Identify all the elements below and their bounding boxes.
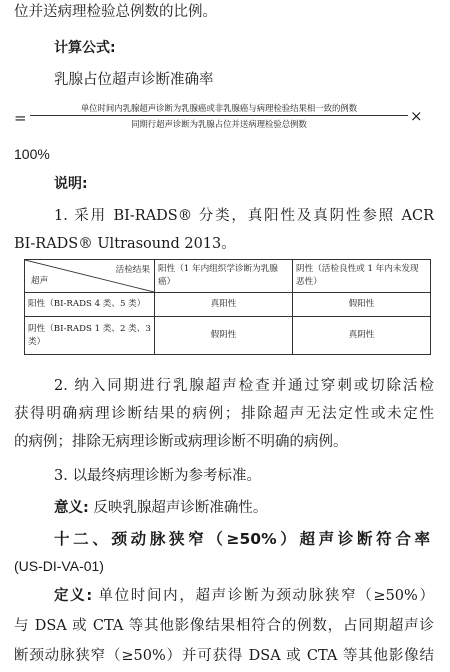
formula-heading: 计算公式: — [54, 40, 116, 56]
row-label: 阴性（BI-RADS 1 类、2 类、3 类） — [25, 317, 155, 355]
fraction-denominator: 同期行超声诊断为乳腺占位并送病理检验总例数 — [131, 119, 307, 129]
section-title: 十二、颈动脉狭窄（≥50%）超声诊断符合率 — [54, 530, 430, 548]
times-sign: × — [410, 107, 423, 125]
note-2-line-3: 的病例；排除无病理诊断或病理诊断不明确的病例。 — [14, 434, 348, 450]
corner-top-label: 活检结果 — [115, 265, 150, 275]
table-corner-cell — [25, 260, 155, 293]
meaning-label: 意义: — [54, 500, 89, 516]
table-cell: 真阳性 — [155, 293, 293, 317]
note-1-line-1: 1. 采用 BI-RADS® 分类，真阳性及真阴性参照 ACR — [54, 208, 434, 224]
note-2-line-1: 2. 纳入同期进行乳腺超声检查并通过穿刺或切除活检 — [54, 378, 434, 394]
table-cell: 真阴性 — [293, 317, 431, 355]
table-header-positive: 阳性（1 年内组织学诊断为乳腺癌） — [155, 260, 293, 293]
table-row — [25, 293, 431, 317]
definition-text: 单位时间内，超声诊断为颈动脉狭窄（≥50%） — [98, 588, 434, 604]
results-table — [24, 259, 431, 355]
equals-sign: = — [14, 109, 27, 127]
fraction-numerator: 单位时间内乳腺超声诊断为乳腺癌或非乳腺癌与病理检验结果相一致的例数 — [80, 103, 358, 113]
table-cell: 假阴性 — [155, 317, 293, 355]
table-header-negative: 阴性（活检良性或 1 年内未发现恶性） — [293, 260, 431, 293]
formula-name: 乳腺占位超声诊断准确率 — [54, 72, 214, 88]
row-label: 阳性（BI-RADS 4 类、5 类） — [25, 293, 155, 317]
definition-line-1 — [54, 586, 434, 606]
table-header-row — [25, 260, 431, 293]
meaning-line — [54, 498, 267, 518]
section-code: (US-DI-VA-01) — [14, 558, 104, 574]
definition-line-3: 断颈动脉狭窄（≥50%）并可获得 DSA 或 CTA 等其他影像结 — [14, 648, 434, 664]
text-line: 位并送病理检验总例数的比例。 — [14, 4, 217, 20]
meaning-text: 反映乳腺超声诊断准确性。 — [93, 500, 268, 516]
table-cell: 假阳性 — [293, 293, 431, 317]
note-2-line-2: 获得明确病理诊断结果的病例；排除超声无法定性或未定性 — [14, 406, 434, 422]
definition-label: 定义: — [54, 588, 93, 604]
table-row — [25, 317, 431, 355]
fraction-bar — [30, 115, 408, 116]
note-3: 3. 以最终病理诊断为参考标准。 — [54, 468, 261, 484]
corner-bottom-label: 超声 — [31, 276, 49, 286]
note-1-line-2: BI-RADS® Ultrasound 2013。 — [14, 236, 236, 252]
notes-heading: 说明: — [54, 176, 88, 192]
definition-line-2: 与 DSA 或 CTA 等其他影像结果相符合的例数，占同期超声诊 — [14, 618, 434, 634]
percent-text: 100% — [14, 146, 50, 162]
